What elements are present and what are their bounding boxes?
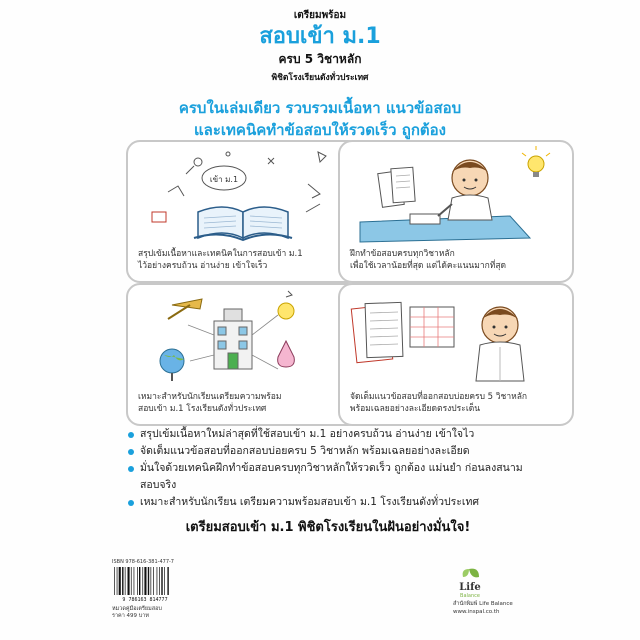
student-writing-illustration bbox=[340, 142, 574, 246]
open-book-illustration bbox=[128, 142, 362, 246]
feature-panel-practice bbox=[338, 140, 574, 283]
barcode-bar bbox=[137, 567, 138, 595]
barcode-bar bbox=[139, 567, 140, 595]
barcode-bar bbox=[122, 567, 123, 595]
tagline-line-2: และเทคนิคทำข้อสอบให้รวดเร็ว ถูกต้อง bbox=[193, 121, 446, 139]
barcode-bar bbox=[114, 567, 115, 595]
list-item: มั่นใจด้วยเทคนิคฝึกทำข้อสอบครบทุกวิชาหลักให้รวดเร็ว ถูกต้อง แม่นยำ ก่อนลงสนามสอบจริง bbox=[128, 460, 528, 494]
panel-caption-line: สอบเข้า ม.1 โรงเรียนดังทั่วประเทศ bbox=[138, 404, 267, 414]
barcode-bar bbox=[151, 567, 152, 595]
header-subtitle-2: พิชิตโรงเรียนดังทั่วประเทศ bbox=[271, 73, 369, 83]
barcode-image bbox=[112, 566, 178, 602]
header-title: สอบเข้า ม.1 bbox=[259, 24, 381, 49]
barcode-bar bbox=[131, 567, 132, 595]
publisher-info bbox=[453, 600, 533, 616]
barcode-bar bbox=[153, 567, 154, 595]
barcode-block bbox=[112, 559, 178, 620]
barcode-bar bbox=[161, 567, 162, 595]
panel-caption-line: พร้อมเฉลยอย่างละเอียดตรงประเด็น bbox=[350, 404, 481, 414]
barcode-bar bbox=[167, 567, 168, 595]
panel-caption bbox=[350, 248, 564, 272]
book-price: ราคา 499 บาท bbox=[112, 613, 150, 619]
panel-caption-line: ฝึกทำข้อสอบครบทุกวิชาหลัก bbox=[350, 249, 455, 259]
panel-caption-line: ไว้อย่างครบถ้วน อ่านง่าย เข้าใจเร็ว bbox=[138, 261, 268, 271]
tagline-line-1: ครบในเล่มเดียว รวบรวมเนื้อหา แนวข้อสอบ bbox=[178, 99, 462, 117]
list-item: สรุปเข้มเนื้อหาใหม่ล่าสุดที่ใช้สอบเข้า ม.1 อย่างครบถ้วน อ่านง่าย เข้าใจไว bbox=[128, 426, 528, 443]
header-pre-title: เตรียมพร้อม bbox=[293, 10, 347, 21]
barcode-bar bbox=[119, 567, 121, 595]
panel-caption-line: สรุปเข้มเนื้อหาและเทคนิคในการสอบเข้า ม.1 bbox=[138, 249, 303, 259]
feature-panel-summary bbox=[126, 140, 362, 283]
publisher-name: สำนักพิมพ์ Life Balance bbox=[453, 601, 513, 607]
list-item: จัดเต็มแนวข้อสอบที่ออกสอบบ่อยครบ 5 วิชาหลัก พร้อมเฉลยอย่างละเอียด bbox=[128, 443, 528, 460]
book-speech-label: เข้า ม.1 bbox=[209, 175, 239, 184]
panel-caption-line: เหมาะสำหรับนักเรียนเตรียมความพร้อม bbox=[138, 392, 282, 402]
barcode-bar bbox=[117, 567, 118, 595]
panel-caption bbox=[350, 391, 564, 415]
header-subtitle: ครบ 5 วิชาหลัก bbox=[278, 52, 362, 66]
panel-caption-line: จัดเต็มแนวข้อสอบที่ออกสอบบ่อยครบ 5 วิชาหลัก bbox=[350, 392, 528, 402]
barcode-bar bbox=[144, 567, 146, 595]
publisher-website: www.inspal.co.th bbox=[453, 609, 500, 615]
panel-caption-line: เพื่อใช้เวลาน้อยที่สุด แต่ได้คะแนนมากที่สุด bbox=[350, 261, 507, 271]
barcode-bar bbox=[164, 567, 165, 595]
cover-header bbox=[240, 8, 400, 84]
closing-slogan: เตรียมสอบเข้า ม.1 พิชิตโรงเรียนในฝันอย่างมั่นใจ! bbox=[185, 520, 471, 535]
barcode-bar bbox=[142, 567, 143, 595]
feature-bullet-list bbox=[128, 426, 528, 511]
school-building-illustration bbox=[128, 285, 362, 389]
barcode-digits: 9 786163 814777 bbox=[122, 597, 168, 602]
barcode-bar bbox=[128, 567, 130, 595]
exam-papers-illustration bbox=[340, 285, 574, 389]
feature-panel-exams bbox=[338, 283, 574, 426]
panel-caption bbox=[138, 248, 352, 272]
isbn-text: ISBN 978-616-381-477-7 bbox=[112, 559, 174, 565]
panel-caption bbox=[138, 391, 352, 415]
life-balance-logo-icon bbox=[455, 565, 485, 599]
book-category: หมวดคู่มือเตรียมสอบ bbox=[112, 606, 162, 612]
barcode-bar bbox=[159, 567, 160, 595]
logo-subword: Balance bbox=[460, 593, 480, 599]
logo-word: Life bbox=[459, 582, 481, 593]
list-item: เหมาะสำหรับนักเรียน เตรียมความพร้อมสอบเข้า ม.1 โรงเรียนดังทั่วประเทศ bbox=[128, 494, 528, 511]
barcode-bar bbox=[134, 567, 135, 595]
barcode-bar bbox=[125, 567, 126, 595]
feature-panel-school bbox=[126, 283, 362, 426]
barcode-bar bbox=[157, 567, 158, 595]
barcode-bar bbox=[148, 567, 149, 595]
